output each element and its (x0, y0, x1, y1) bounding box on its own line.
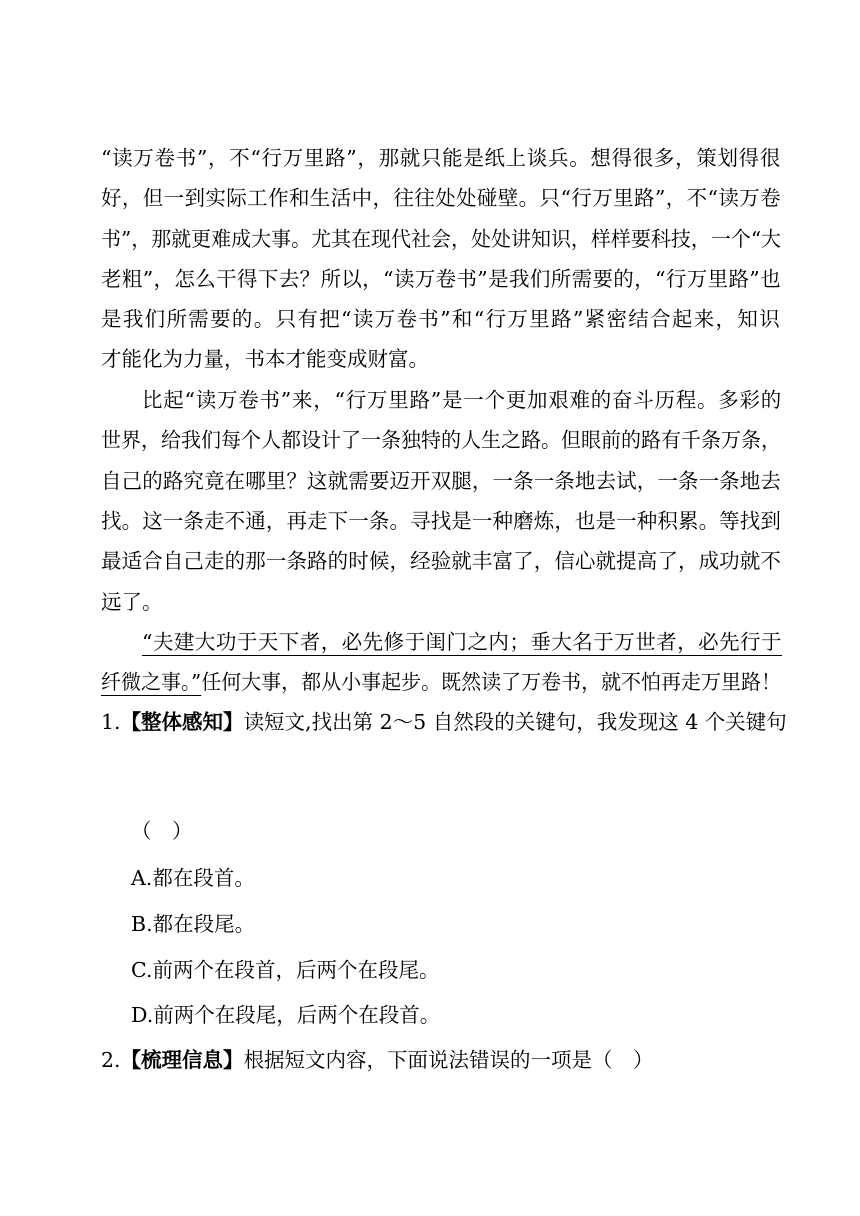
question-1-tag: 【整体感知】 (120, 710, 244, 734)
paragraph-2-line-5: 最适合自己走的那一条路的时候，经验就丰富了，信心就提高了，成功就不 (101, 549, 781, 573)
paragraph-3-line-2-rest: 任何大事，都从小事起步。既然读了万卷书，就不怕再走万里路！ (201, 670, 782, 694)
quote-underlined-line-2: 纤微之事。” (101, 670, 202, 694)
paragraph-2-line-6: 远了。 (101, 590, 163, 614)
question-1-text: 读短文,找出第 2～5 自然段的关键句，我发现这 4 个关键句 (243, 710, 787, 734)
question-1-option-d[interactable]: D.前两个在段尾，后两个在段首。 (131, 1003, 441, 1027)
paragraph-2-line-4: 找。这一条走不通，再走下一条。寻找是一种磨炼，也是一种积累。等找到 (101, 509, 781, 533)
quote-underlined-line-1: “夫建大功于天下者，必先修于闺门之内；垂大名于万世者，必先行于 (142, 630, 782, 654)
question-1-answer-blank[interactable]: （ ） (131, 819, 193, 843)
question-2-stem (101, 1045, 781, 1075)
question-1-option-b[interactable]: B.都在段尾。 (131, 912, 256, 936)
question-2-text: 根据短文内容，下面说法错误的一项是（ ） (243, 1048, 654, 1072)
paragraph-1-line-4: 老粗”，怎么干得下去？所以，“读万卷书”是我们所需要的，“行万里路”也 (101, 267, 781, 291)
paragraph-2-line-3: 自己的路究竟在哪里？这就需要迈开双腿，一条一条地去试，一条一条地去 (101, 469, 781, 493)
question-1-stem (101, 707, 787, 737)
question-2-number: 2. (101, 1048, 121, 1072)
paragraph-3-line-2 (101, 667, 782, 697)
paragraph-2-line-2: 世界，给我们每个人都设计了一条独特的人生之路。但眼前的路有千条万条， (101, 428, 781, 452)
paragraph-1-line-1: “读万卷书”，不“行万里路”，那就只能是纸上谈兵。想得很多，策划得很 (101, 146, 782, 170)
question-1-option-c[interactable]: C.前两个在段首，后两个在段尾。 (131, 958, 440, 982)
paragraph-1-line-2: 好，但一到实际工作和生活中，往往处处碰壁。只“行万里路”，不“读万卷 (101, 186, 781, 210)
paragraph-1-line-3: 书”，那就更难成大事。尤其在现代社会，处处讲知识，样样要科技，一个“大 (101, 227, 782, 251)
paragraph-1-line-5: 是我们所需要的。只有把“读万卷书”和“行万里路”紧密结合起来，知识 (101, 307, 782, 331)
paragraph-2-line-1: 比起“读万卷书”来，“行万里路”是一个更加艰难的奋斗历程。多彩的 (142, 388, 782, 412)
paragraph-1-line-6: 才能化为力量，书本才能变成财富。 (101, 347, 429, 371)
question-1-option-a[interactable]: A.都在段首。 (131, 866, 255, 890)
question-2-tag: 【梳理信息】 (120, 1048, 244, 1072)
question-1-number: 1. (101, 710, 121, 734)
